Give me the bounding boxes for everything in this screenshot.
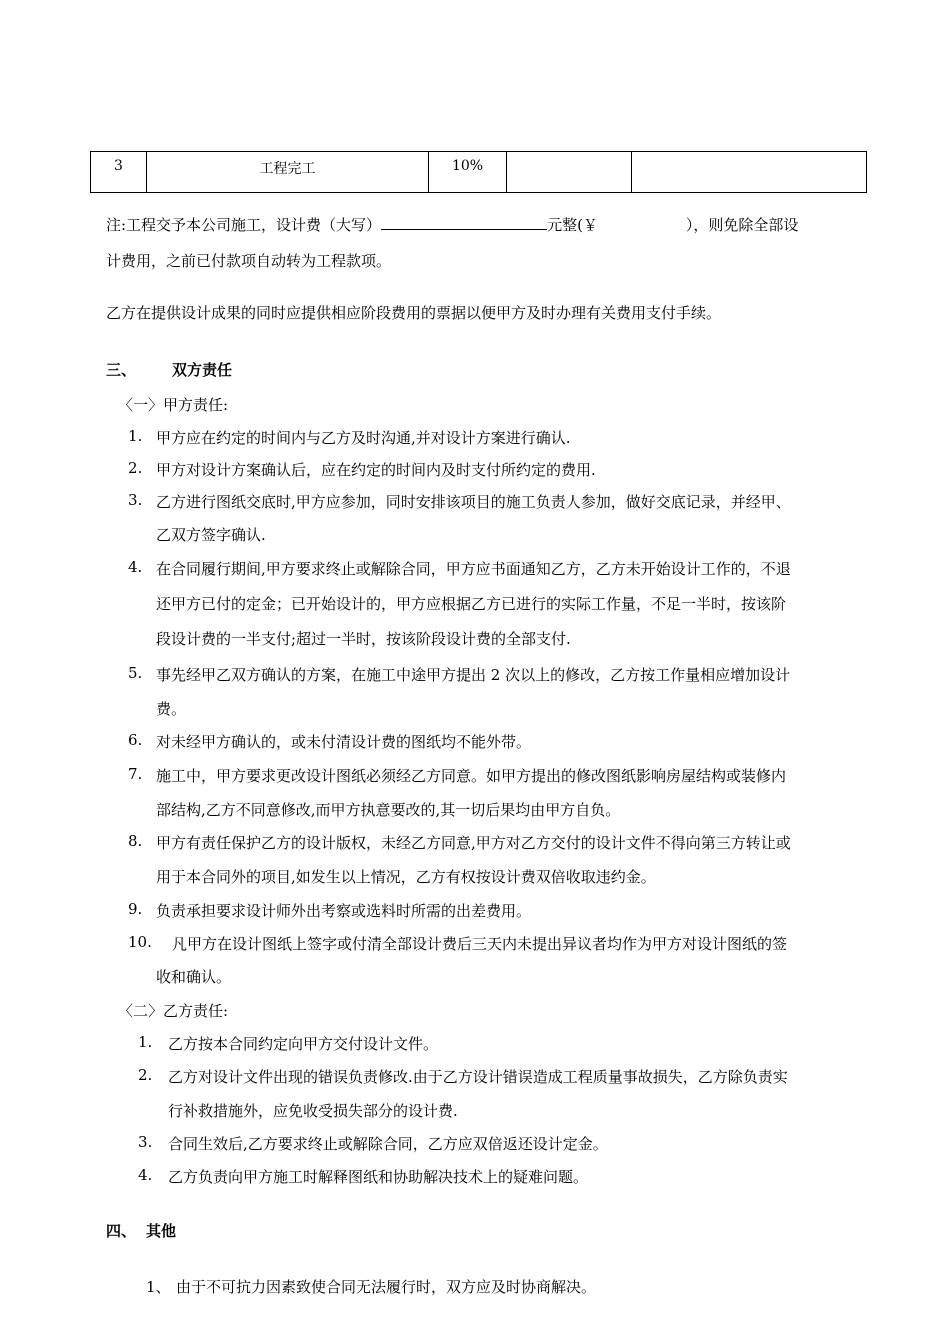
- party-a-item-5-line-2: 费。: [156, 700, 187, 718]
- party-a-heading: 〈一〉甲方责任:: [118, 396, 229, 414]
- party-b-item-4: 乙方负责向甲方施工时解释图纸和协助解决技术上的疑难问题。: [168, 1168, 589, 1186]
- invoice-paragraph: 乙方在提供设计成果的同时应提供相应阶段费用的票据以便甲方及时办理有关费用支付手续。: [106, 304, 722, 322]
- party-a-item-6: 对未经甲方确认的，或未付清设计费的图纸均不能外带。: [156, 733, 532, 751]
- party-a-item-1-num: 1.: [128, 427, 143, 445]
- row-number-cell: 3: [91, 152, 147, 193]
- section-4-item-1: 由于不可抗力因素致使合同无法履行时，双方应及时协商解决。: [176, 1278, 597, 1296]
- party-a-item-9: 负责承担要求设计师外出考察或选料时所需的出差费用。: [156, 902, 532, 920]
- remark-cell: [632, 152, 867, 193]
- note-mid: 元整(￥: [547, 216, 598, 234]
- party-a-item-8-num: 8.: [128, 832, 143, 850]
- party-a-item-5-line-1: 事先经甲乙双方确认的方案，在施工中途甲方提出 2 次以上的修改，乙方按工作量相应增加设计: [156, 666, 791, 684]
- party-b-item-1-num: 1.: [138, 1033, 153, 1051]
- section-3-number: 三、: [106, 361, 137, 379]
- party-a-item-7-line-2: 部结构,乙方不同意修改,而甲方执意要改的,其一切后果均由甲方自负。: [156, 801, 621, 819]
- party-a-item-7-line-1: 施工中，甲方要求更改设计图纸必须经乙方同意。如甲方提出的修改图纸影响房屋结构或装修内: [156, 767, 787, 785]
- party-a-item-5-num: 5.: [128, 664, 143, 682]
- payment-item-cell: 工程完工: [147, 152, 429, 193]
- payment-percent-cell: 10%: [429, 152, 507, 193]
- note-suffix: ），则免除全部设: [685, 216, 799, 234]
- party-a-item-4-line-2: 还甲方已付的定金；已开始设计的，甲方应根据乙方已进行的实际工作量，不足一半时，按该阶: [156, 595, 787, 613]
- party-a-item-10-line-1: 凡甲方在设计图纸上签字或付清全部设计费后三天内未提出异议者均作为甲方对设计图纸的签: [172, 935, 788, 953]
- section-4-number: 四、: [106, 1222, 137, 1240]
- party-a-item-6-num: 6.: [128, 731, 143, 749]
- note-line-2: 计费用，之前已付款项自动转为工程款项。: [106, 252, 392, 270]
- party-a-item-10-num: 10.: [128, 933, 152, 951]
- section-3-title: 双方责任: [172, 361, 233, 379]
- amount-blank-line: [381, 213, 547, 230]
- party-a-item-8-line-2: 用于本合同外的项目,如发生以上情况，乙方有权按设计费双倍收取违约金。: [156, 868, 656, 886]
- party-a-item-2: 甲方对设计方案确认后，应在约定的时间内及时支付所约定的费用.: [156, 461, 596, 479]
- amount-cell: [507, 152, 632, 193]
- party-a-item-3-num: 3.: [128, 491, 143, 509]
- party-a-item-3-line-1: 乙方进行图纸交底时,甲方应参加，同时安排该项目的施工负责人参加，做好交底记录，并经甲、: [156, 493, 791, 511]
- party-b-item-3: 合同生效后,乙方要求终止或解除合同，乙方应双倍返还设计定金。: [168, 1135, 608, 1153]
- party-b-item-2-line-2: 行补救措施外，应免收受损失部分的设计费.: [168, 1102, 458, 1120]
- payment-schedule-table: [90, 151, 867, 193]
- party-b-item-2-line-1: 乙方对设计文件出现的错误负责修改.由于乙方设计错误造成工程质量事故损失，乙方除负责实: [168, 1068, 788, 1086]
- party-b-item-1: 乙方按本合同约定向甲方交付设计文件。: [168, 1035, 439, 1053]
- party-a-item-4-line-3: 段设计费的一半支付;超过一半时，按该阶段设计费的全部支付.: [156, 630, 571, 648]
- party-a-item-4-line-1: 在合同履行期间,甲方要求终止或解除合同，甲方应书面通知乙方，乙方未开始设计工作的，不退: [156, 560, 791, 578]
- note-prefix: 注:工程交予本公司施工，设计费（大写）: [106, 216, 382, 234]
- party-a-item-9-num: 9.: [128, 900, 143, 918]
- party-b-item-3-num: 3.: [138, 1133, 153, 1151]
- party-a-item-3-line-2: 乙双方签字确认.: [156, 526, 266, 544]
- section-4-title: 其他: [146, 1222, 177, 1240]
- table-row: [91, 152, 867, 193]
- note-line-1: [106, 213, 798, 235]
- party-a-item-10-line-2: 收和确认。: [156, 968, 232, 986]
- party-a-item-4-num: 4.: [128, 558, 143, 576]
- party-b-item-2-num: 2.: [138, 1066, 153, 1084]
- party-b-item-4-num: 4.: [138, 1166, 153, 1184]
- party-a-item-1: 甲方应在约定的时间内与乙方及时沟通,并对设计方案进行确认.: [156, 429, 571, 447]
- party-b-heading: 〈二〉乙方责任:: [118, 1002, 229, 1020]
- party-a-item-7-num: 7.: [128, 765, 143, 783]
- party-a-item-2-num: 2.: [128, 459, 143, 477]
- party-a-item-8-line-1: 甲方有责任保护乙方的设计版权，未经乙方同意,甲方对乙方交付的设计文件不得向第三方转让或: [156, 834, 791, 852]
- section-4-item-1-num: 1、: [146, 1278, 171, 1296]
